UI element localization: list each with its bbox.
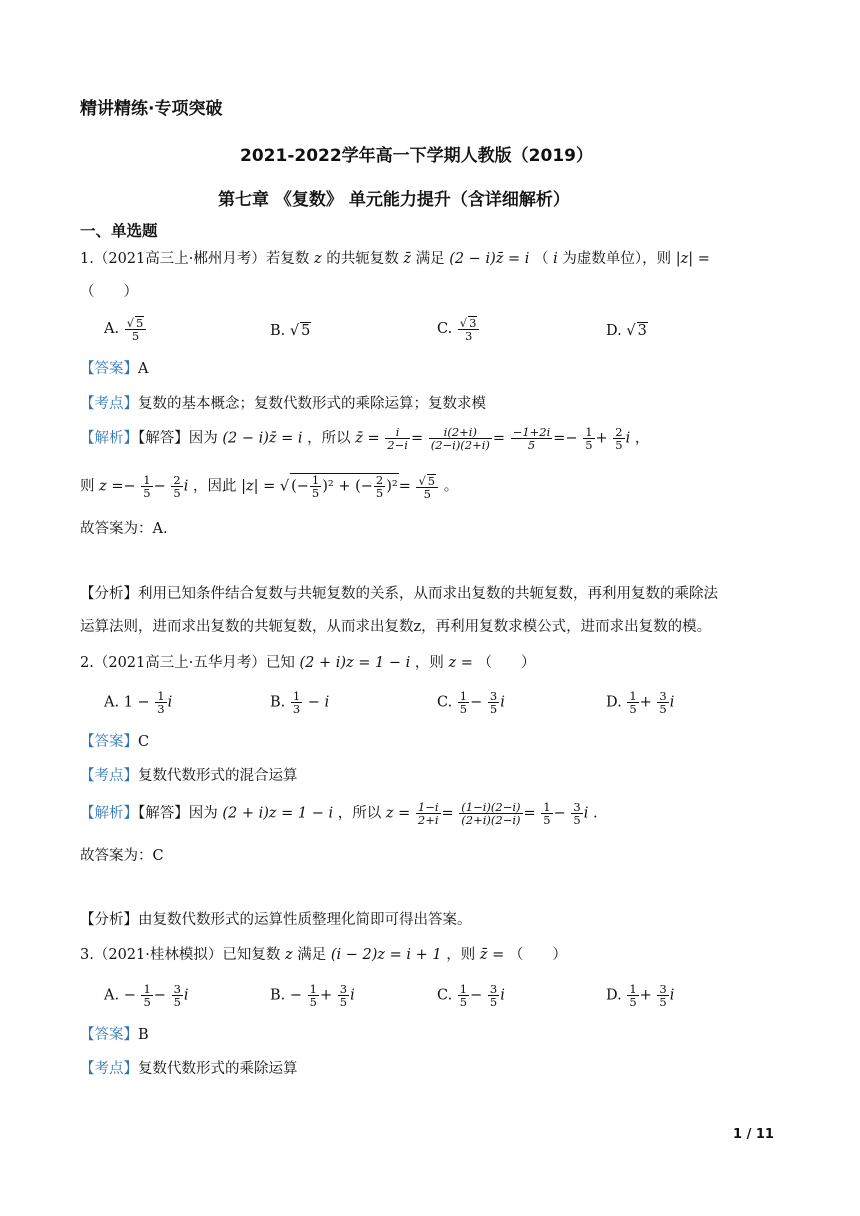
q1-analysis-line2: 运算法则，进而求出复数的共轭复数，从而求出复数z，再利用复数求模公式，进而求出复数的模。 [80,619,712,635]
q1-answer: 【答案】A [80,361,149,377]
q1-stem: 1.（2021高三上·郴州月考）若复数 z 的共轭复数 z̄ 满足 (2 − i)z̄ = i （ i 为虚数单位），则 |z| = [80,251,710,267]
section-heading: 一、单选题 [80,222,158,240]
q1-solution-line2: 则 z =− $\frac{1}{5}$ − $\frac{2}{5}$ i ，因此 |z| = √ (− $\frac{1}{5}$ )² + (− $\frac{2}{5}$ )²= $\frac{√ 5}{5}$ 。 [80,473,459,501]
q3-option-c: C. $\frac{1}{5}$ − $\frac{3}{5}$ i [437,982,505,1009]
q2-option-d: D. $\frac{1}{5}$ + $\frac{3}{5}$ i [606,689,675,716]
q1-solution-line1: 【解析】【解答】因为 (2 − i)z̄ = i ，所以 z̄ = $\frac{i}{2-i}$ = $\frac{i(2+i)}{(2-i)(2+i)}$ = $\frac{-1+2i}{5}$ =− $\frac{1}{5}$ + $\frac{2}{5}$ i ， [80,425,650,452]
q2-answer: 【答案】C [80,734,150,750]
q1-final: 故答案为：A. [80,521,168,537]
q1-option-c: C. $\frac{√ 3}{3}$ [437,316,480,342]
q3-option-a: A. − $\frac{1}{5}$ − $\frac{3}{5}$ i [104,982,189,1009]
q3-option-d: D. $\frac{1}{5}$ + $\frac{3}{5}$ i [606,982,675,1009]
doc-title-line1: 2021-2022学年高一下学期人教版（2019） [240,146,593,166]
series-title: 精讲精练·专项突破 [80,99,223,119]
q1-paren: （ ） [80,284,138,300]
q2-points: 【考点】复数代数形式的混合运算 [80,768,298,784]
q2-option-c: C. $\frac{1}{5}$ − $\frac{3}{5}$ i [437,689,505,716]
doc-title-line2: 第七章 《复数》 单元能力提升（含详细解析） [218,190,570,210]
q1-option-d: D. √ 3 [606,323,647,339]
page-number: 1 / 11 [733,1127,774,1142]
q2-stem: 2.（2021高三上·五华月考）已知 (2 + i)z = 1 − i ，则 z = （ ） [80,655,536,671]
q3-answer: 【答案】B [80,1027,149,1043]
q1-option-a: A. $\frac{√ 5}{5}$ [104,316,147,342]
q1-points: 【考点】复数的基本概念；复数代数形式的乘除运算；复数求模 [80,396,486,412]
q3-points: 【考点】复数代数形式的乘除运算 [80,1061,298,1077]
q2-option-a: A. 1 − $\frac{1}{3}$ i [104,689,173,716]
q1-analysis-line1: 【分析】利用已知条件结合复数与共轭复数的关系，从而求出复数的共轭复数，再利用复数的乘除法 [80,586,718,602]
q3-option-b: B. − $\frac{1}{5}$ + $\frac{3}{5}$ i [270,982,355,1009]
q2-option-b: B. $\frac{1}{3}$ − i [270,689,330,716]
q2-solution: 【解析】【解答】因为 (2 + i)z = 1 − i ，所以 z = $\frac{1-i}{2+i}$ = $\frac{(1-i)(2-i)}{(2+i)(2-i)}$ = $\frac{1}{5}$ − $\frac{3}{5}$ i . [80,800,598,827]
q1-option-b: B. √ 5 [270,323,311,339]
q2-analysis: 【分析】由复数代数形式的运算性质整理化简即可得出答案。 [80,912,472,928]
q3-stem: 3.（2021·桂林模拟）已知复数 z 满足 (i − 2)z = i + 1 ，则 z̄ = （ ） [80,947,567,963]
q2-final: 故答案为：C [80,848,164,864]
